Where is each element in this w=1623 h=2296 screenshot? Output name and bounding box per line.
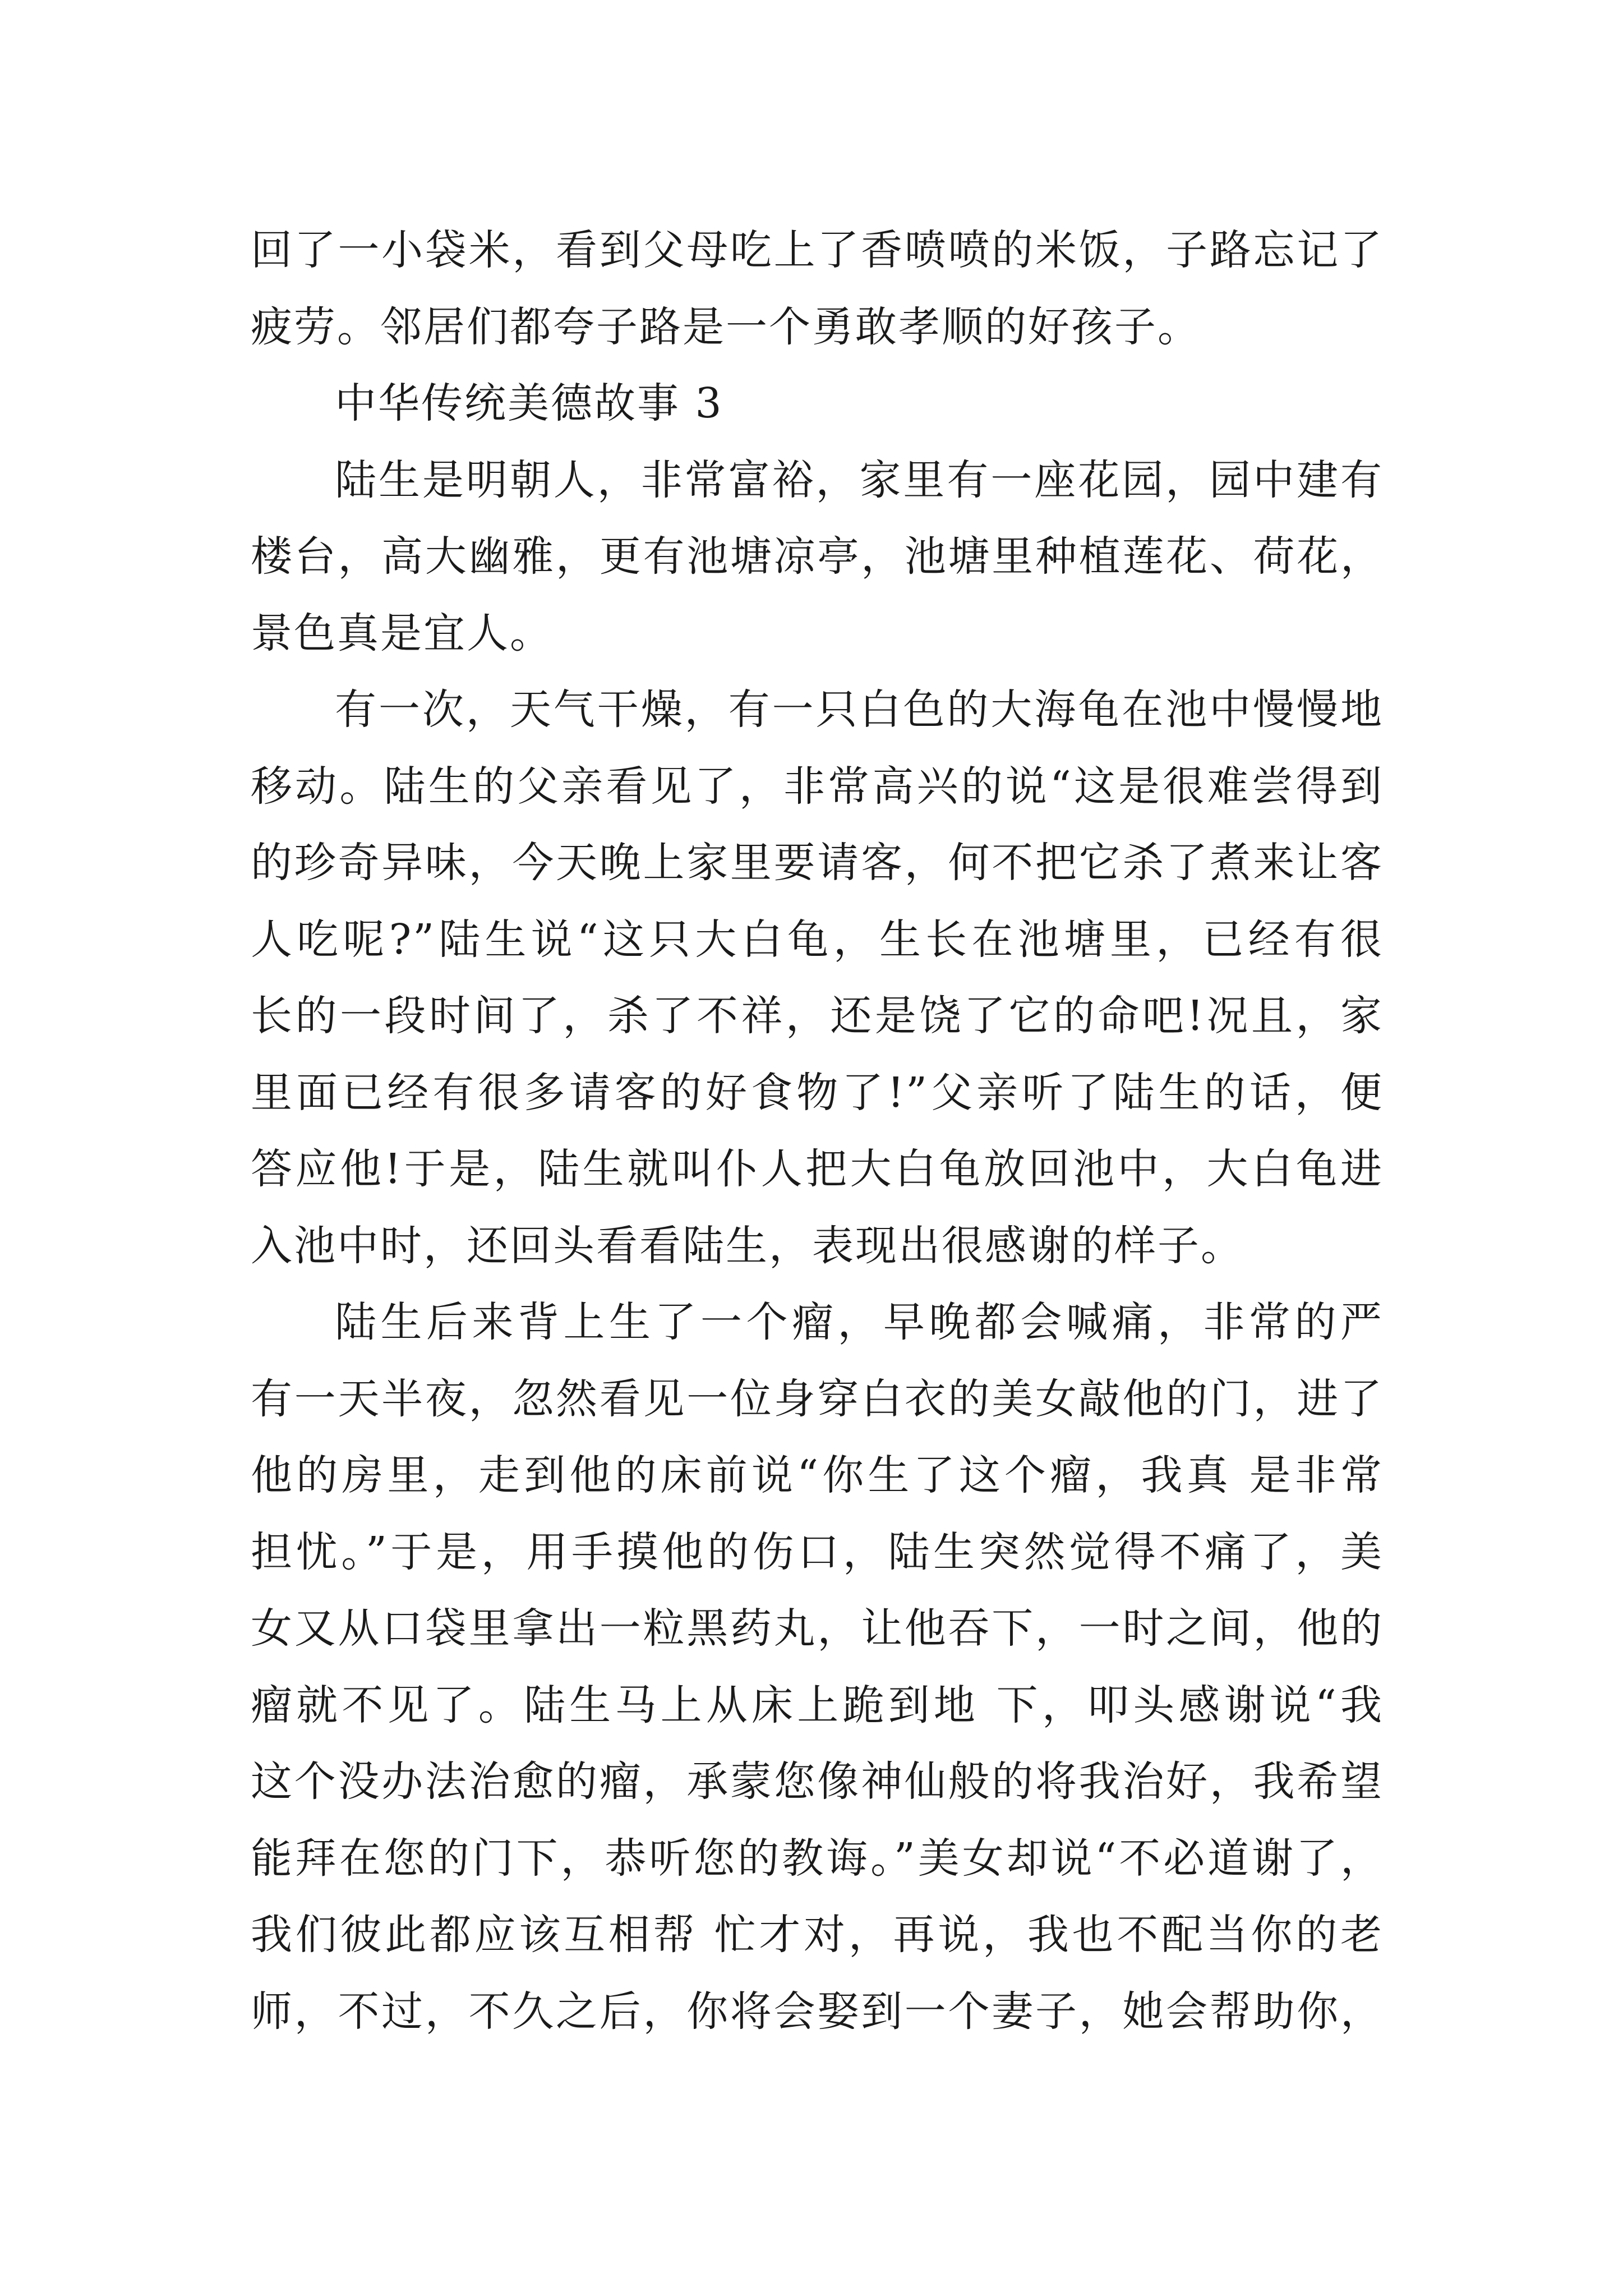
text-line: 瘤就不见了。陆生马上从床上跪到地 下，叩头感谢说“我 (251, 1681, 1384, 1729)
section-heading: 中华传统美德故事 3 (335, 379, 723, 427)
text-line: 入池中时，还回头看看陆生，表现出很感谢的样子。 (251, 1221, 1244, 1270)
text-line: 的珍奇异味，今天晚上家里要请客，何不把它杀了煮来让客 (251, 839, 1384, 887)
text-line: 里面已经有很多请客的好食物了!”父亲听了陆生的话，便 (251, 1068, 1384, 1117)
text-line: 能拜在您的门下，恭听您的教诲。”美女却说“不必道谢了， (251, 1834, 1384, 1883)
text-line: 有一次，天气干燥，有一只白色的大海龟在池中慢慢地 (335, 685, 1384, 734)
text-line: 陆生后来背上生了一个瘤，早晚都会喊痛，非常的严 (335, 1298, 1384, 1346)
text-line: 移动。陆生的父亲看见了，非常高兴的说“这是很难尝得到 (251, 762, 1384, 811)
text-line: 陆生是明朝人，非常富裕，家里有一座花园，园中建有 (335, 455, 1384, 504)
text-line: 回了一小袋米，看到父母吃上了香喷喷的米饭，子路忘记了 (251, 226, 1384, 274)
text-line: 疲劳。邻居们都夸子路是一个勇敢孝顺的好孩子。 (251, 302, 1201, 351)
text-line: 我们彼此都应该互相帮 忙才对，再说，我也不配当你的老 (251, 1911, 1384, 1959)
text-line: 这个没办法治愈的瘤，承蒙您像神仙般的将我治好，我希望 (251, 1757, 1384, 1806)
text-line: 景色真是宜人。 (251, 609, 553, 657)
text-line: 他的房里，走到他的床前说“你生了这个瘤，我真 是非常 (251, 1451, 1384, 1499)
text-line: 担忧。”于是，用手摸他的伤口，陆生突然觉得不痛了，美 (251, 1527, 1384, 1576)
document-body (251, 212, 1384, 2050)
text-line: 女又从口袋里拿出一粒黑药丸，让他吞下，一时之间，他的 (251, 1604, 1384, 1653)
text-line: 人吃呢?”陆生说“这只大白龟，生长在池塘里，已经有很 (251, 915, 1384, 964)
text-line: 答应他!于是，陆生就叫仆人把大白龟放回池中，大白龟进 (251, 1145, 1384, 1193)
text-line: 师，不过，不久之后，你将会娶到一个妻子，她会帮助你， (251, 1987, 1384, 2036)
text-line: 长的一段时间了，杀了不祥，还是饶了它的命吧!况且，家 (251, 992, 1384, 1040)
text-line: 楼台，高大幽雅，更有池塘凉亭，池塘里种植莲花、荷花， (251, 532, 1384, 581)
text-line: 有一天半夜，忽然看见一位身穿白衣的美女敲他的门，进了 (251, 1374, 1384, 1423)
